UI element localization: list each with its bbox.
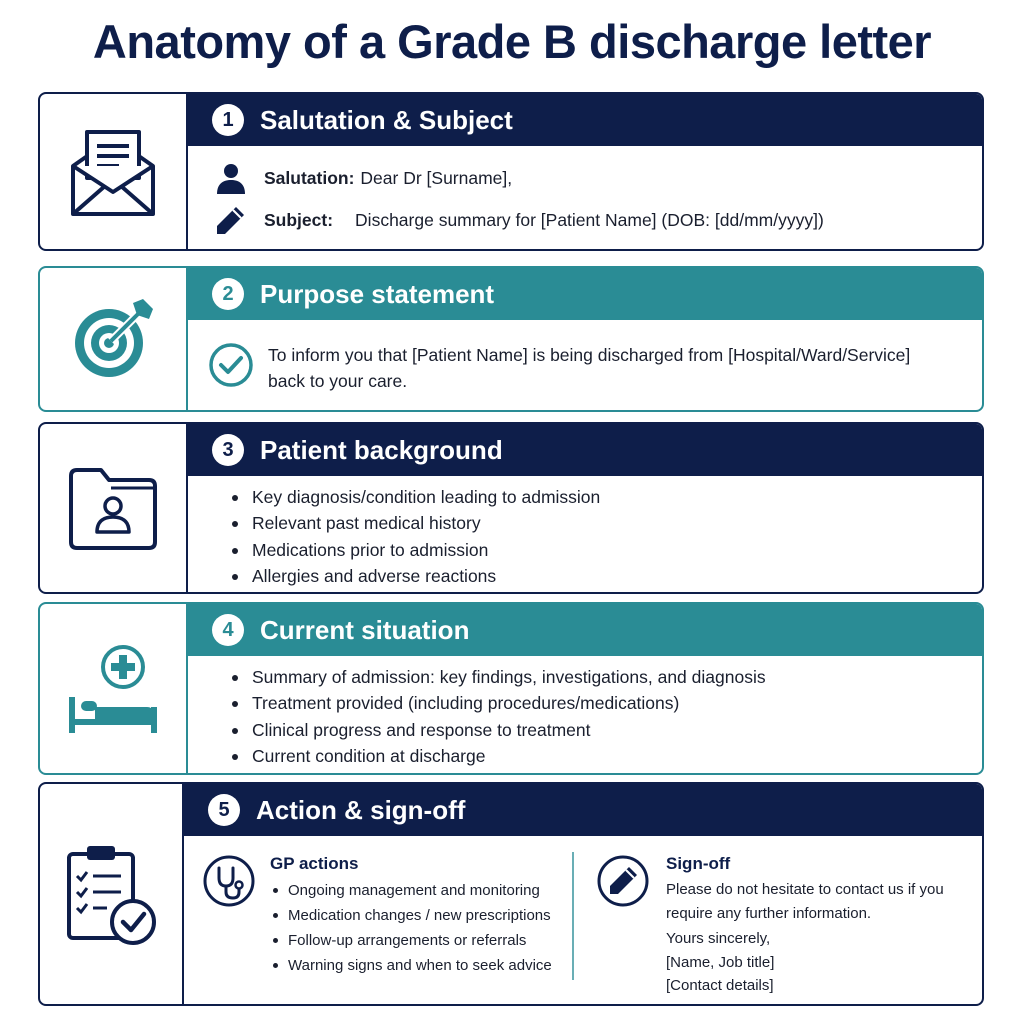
section-body <box>188 320 982 410</box>
list-item: Current condition at discharge <box>226 743 766 769</box>
gp-actions-title: GP actions <box>270 854 359 873</box>
section-patient-background <box>38 422 984 594</box>
section-action-signoff <box>38 782 984 1006</box>
pen-circle-icon <box>596 854 650 908</box>
section-body <box>188 656 982 773</box>
section-number-badge: 3 <box>212 434 244 466</box>
clipboard-check-icon <box>61 842 161 946</box>
section-current-situation <box>38 602 984 775</box>
signoff-text <box>666 878 944 998</box>
check-circle-icon <box>208 342 254 388</box>
section-number-badge: 2 <box>212 278 244 310</box>
list-item: Warning signs and when to seek advice <box>270 953 552 978</box>
situation-list <box>226 664 766 769</box>
purpose-line: To inform you that [Patient Name] is being discharged from [Hospital/Ward/Service] <box>268 345 911 365</box>
section-icon-cell <box>40 784 184 1004</box>
hospital-bed-icon <box>65 641 161 737</box>
section-number-badge: 5 <box>208 794 240 826</box>
section-title: Action & sign-off <box>256 794 466 825</box>
section-header <box>188 268 982 320</box>
list-item: Relevant past medical history <box>226 510 600 536</box>
section-icon-cell <box>40 424 188 592</box>
section-body <box>188 476 982 592</box>
section-icon-cell <box>40 604 188 773</box>
list-item: Treatment provided (including procedures/medications) <box>226 690 766 716</box>
section-header <box>188 424 982 476</box>
salutation-row <box>214 158 512 198</box>
signoff-line: require any further information. <box>666 904 872 922</box>
stethoscope-icon <box>202 854 256 908</box>
person-icon <box>214 161 248 195</box>
envelope-letter-icon <box>67 126 159 218</box>
section-title: Salutation & Subject <box>260 104 513 135</box>
patient-folder-icon <box>67 464 159 552</box>
signoff-title: Sign-off <box>666 854 731 873</box>
section-title: Patient background <box>260 434 503 465</box>
section-header <box>184 784 982 836</box>
signoff-line: [Contact details] <box>666 977 774 994</box>
section-body <box>188 146 982 249</box>
list-item: Medication changes / new prescriptions <box>270 903 552 928</box>
section-icon-cell <box>40 94 188 249</box>
purpose-text <box>268 342 910 394</box>
signoff-line: Yours sincerely, <box>666 930 771 947</box>
signoff-line: [Name, Job title] <box>666 953 775 971</box>
purpose-line: back to your care. <box>268 371 408 391</box>
section-purpose-statement <box>38 266 984 412</box>
section-number-badge: 1 <box>212 104 244 136</box>
section-body <box>184 836 982 1004</box>
section-number-badge: 4 <box>212 614 244 646</box>
list-item: Key diagnosis/condition leading to admission <box>226 484 600 510</box>
target-icon <box>71 297 155 381</box>
list-item: Ongoing management and monitoring <box>270 878 552 903</box>
signoff-line: Please do not hesitate to contact us if you <box>666 881 944 898</box>
subject-label: Subject: <box>264 209 334 230</box>
section-title: Purpose statement <box>260 278 495 309</box>
subject-value: Discharge summary for [Patient Name] (DOB: [dd/mm/yyyy]) <box>355 209 824 230</box>
section-salutation-subject <box>38 92 984 251</box>
section-header <box>188 604 982 656</box>
gp-actions-list <box>270 878 552 978</box>
page-title: Anatomy of a Grade B discharge letter <box>92 15 932 68</box>
background-list <box>226 484 600 589</box>
list-item: Summary of admission: key findings, investigations, and diagnosis <box>226 664 766 690</box>
section-title: Current situation <box>260 614 470 645</box>
salutation-label: Salutation: <box>264 167 355 188</box>
pencil-icon <box>214 203 248 237</box>
list-item: Allergies and adverse reactions <box>226 563 600 589</box>
section-icon-cell <box>40 268 188 410</box>
list-item: Clinical progress and response to treatment <box>226 717 766 743</box>
column-divider <box>572 852 574 980</box>
subject-row <box>214 200 824 240</box>
salutation-value: Dear Dr [Surname], <box>360 167 513 188</box>
list-item: Follow-up arrangements or referrals <box>270 928 552 953</box>
section-header <box>188 94 982 146</box>
list-item: Medications prior to admission <box>226 537 600 563</box>
